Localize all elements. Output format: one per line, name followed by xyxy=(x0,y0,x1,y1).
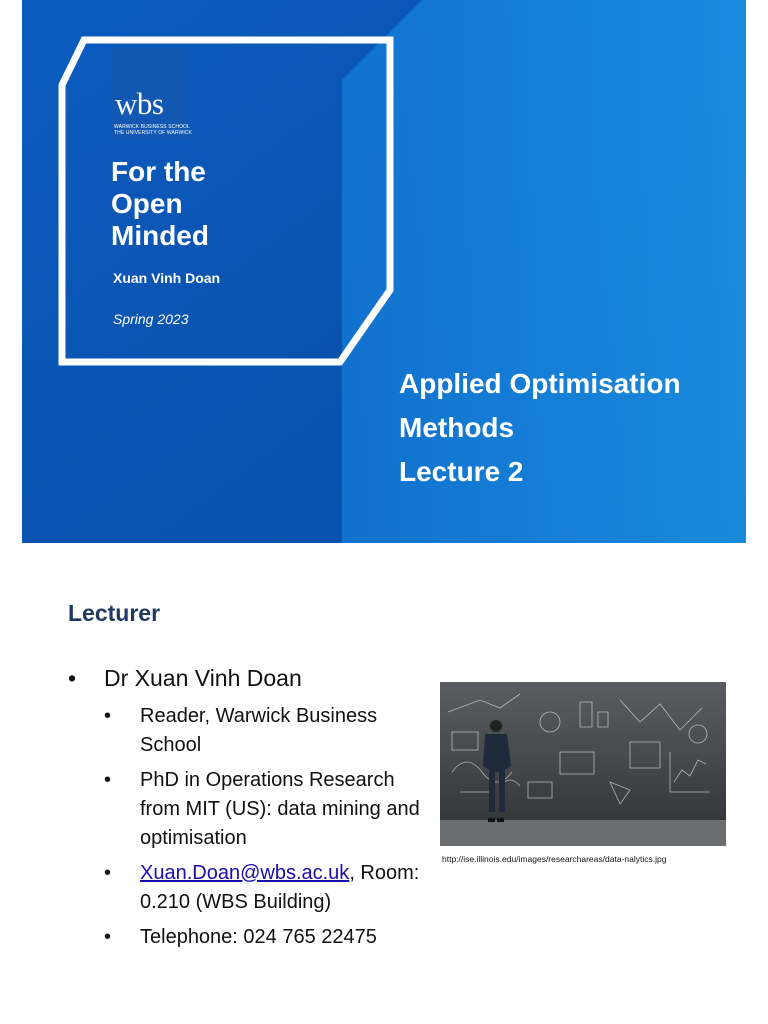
author-name: Xuan Vinh Doan xyxy=(113,270,221,286)
room-text: , Room: 0.210 (WBS Building) xyxy=(140,862,420,913)
chalkboard-illustration xyxy=(440,682,726,846)
bullet-icon: • xyxy=(104,769,112,791)
list-item xyxy=(104,766,428,853)
bullet-list xyxy=(68,664,428,958)
education-text: PhD in Operations Research from MIT (US): data mining and optimisation xyxy=(140,769,420,849)
list-item xyxy=(104,923,428,952)
list-item xyxy=(68,664,428,952)
image-caption: http://ise.illinois.edu/images/researchareas/data-nalytics.jpg xyxy=(442,854,667,864)
lecturer-slide xyxy=(22,568,746,1008)
logo-subtitle: WARWICK BUSINESS SCHOOL THE UNIVERSITY OF WARWICK xyxy=(114,124,192,136)
tagline: For the Open Minded xyxy=(111,156,209,251)
term-label: Spring 2023 xyxy=(113,311,189,327)
slide-heading: Lecturer xyxy=(68,600,161,626)
lecturer-name: Dr Xuan Vinh Doan xyxy=(104,665,302,691)
wbs-logo: wbs xyxy=(115,86,164,121)
lecture-title: Applied Optimisation Methods Lecture 2 xyxy=(399,368,681,487)
list-item xyxy=(104,859,428,917)
email-link[interactable]: Xuan.Doan@wbs.ac.uk xyxy=(140,862,350,884)
bullet-icon: • xyxy=(104,705,112,727)
bullet-icon: • xyxy=(104,862,112,884)
list-item xyxy=(104,702,428,760)
bullet-icon: • xyxy=(104,926,112,948)
position-text: Reader, Warwick Business School xyxy=(140,705,378,756)
man-in-front-of-chalkboard-image xyxy=(440,682,726,846)
title-slide xyxy=(22,0,746,543)
sub-bullet-list xyxy=(104,702,428,952)
bullet-icon: • xyxy=(68,665,77,691)
telephone-text: Telephone: 024 765 22475 xyxy=(140,926,377,948)
